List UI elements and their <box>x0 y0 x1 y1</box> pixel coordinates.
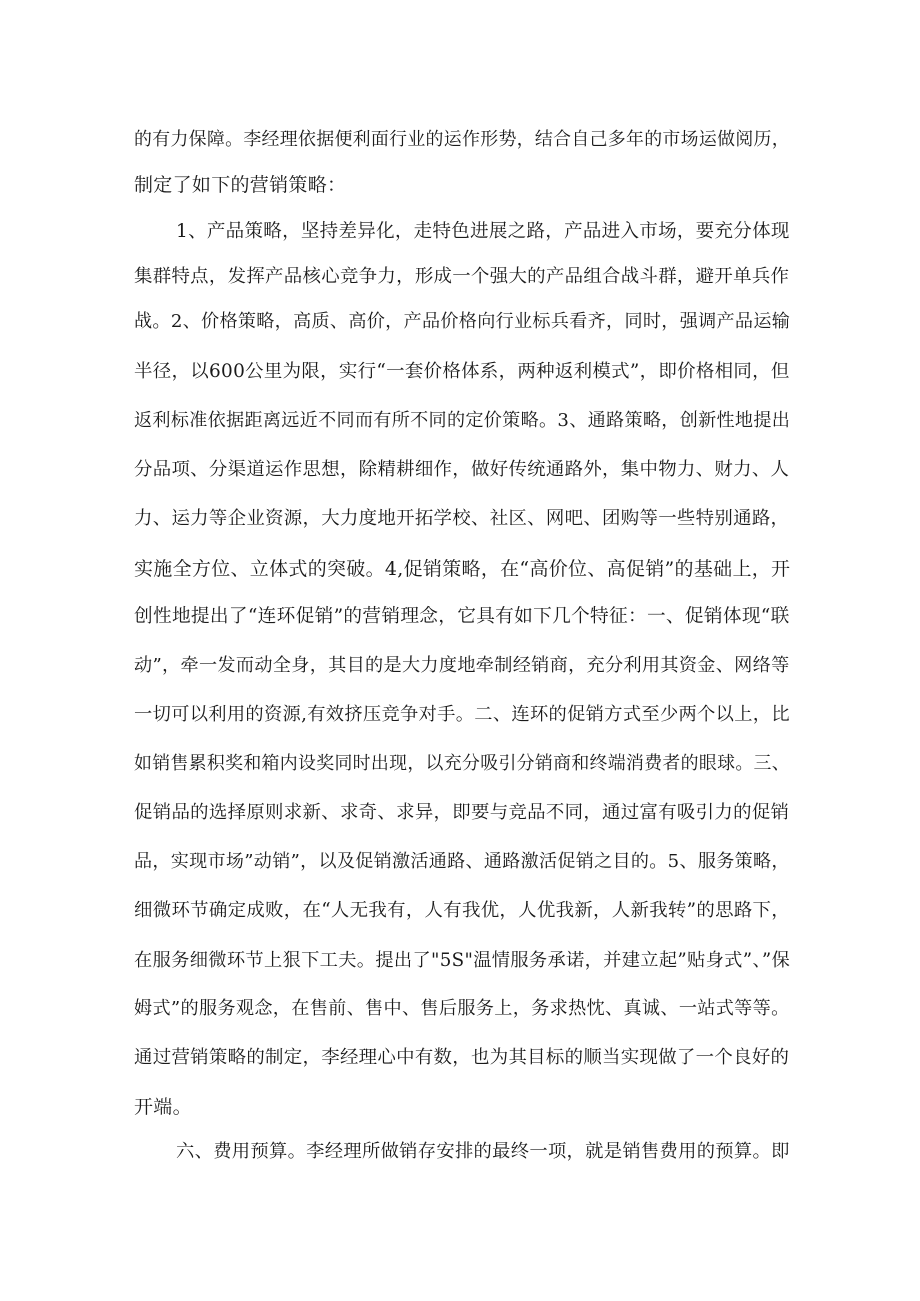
text-line: 实施全方位、立体式的突破。4,促销策略，在“高价位、高促销”的基础上，开 <box>134 558 791 580</box>
text-line: 制定了如下的营销策略： <box>134 174 347 196</box>
text-line: 创性地提出了“连环促销”的营销理念，它具有如下几个特征：一、促销体现“联 <box>134 606 790 627</box>
text-line: 如销售累积奖和箱内设奖同时出现，以充分吸引分销商和终端消费者的眼球。三、 <box>134 753 790 774</box>
text-line: 动”，牵一发而动全身，其目的是大力度地牵制经销商，充分利用其资金、网络等 <box>134 655 790 676</box>
text-line: 促销品的选择原则求新、求奇、求异，即要与竞品不同，通过富有吸引力的促销 <box>134 802 790 823</box>
text-line: 1、产品策略，坚持差异化，走特色进展之路，产品进入市场，要充分体现 <box>176 221 790 242</box>
text-line: 返利标准依据距离远近不同而有所不同的定价策略。3、通路策略，创新性地提出 <box>134 410 791 431</box>
text-line: 集群特点，发挥产品核心竞争力，形成一个强大的产品组合战斗群，避开单兵作 <box>134 266 790 287</box>
text-line: 细微环节确定成败，在“人无我有，人有我优，人优我新，人新我转”的思路下， <box>134 900 790 921</box>
text-line: 一切可以利用的资源,有效挤压竞争对手。二、连环的促销方式至少两个以上，比 <box>134 704 790 725</box>
text-line: 开端。 <box>134 1096 192 1118</box>
text-line: 六、费用预算。李经理所做销存安排的最终一项，就是销售费用的预算。即 <box>176 1141 790 1162</box>
text-line: 品，实现市场”动销”，以及促销激活通路、通路激活促销之目的。5、服务策略， <box>134 851 790 872</box>
text-line: 在服务细微环节上狠下工夫。提出了"5S"温情服务承诺，并建立起”贴身式”、”保 <box>134 950 791 971</box>
text-line: 通过营销策略的制定，李经理心中有数，也为其目标的顺当实现做了一个良好的 <box>134 1047 790 1068</box>
text-line: 的有力保障。李经理依据便利面行业的运作形势，结合自己多年的市场运做阅历， <box>134 129 790 150</box>
text-line: 姆式”的服务观念，在售前、售中、售后服务上，务求热忱、真诚、一站式等等。 <box>134 998 790 1019</box>
text-line: 半径，以600公里为限，实行“一套价格体系，两种返利模式”，即价格相同，但 <box>134 361 790 382</box>
text-line: 力、运力等企业资源，大力度地开拓学校、社区、网吧、团购等一些特别通路， <box>134 508 790 529</box>
text-line: 分品项、分渠道运作思想，除精耕细作，做好传统通路外，集中物力、财力、人 <box>134 459 790 480</box>
text-line: 战。2、价格策略，高质、高价，产品价格向行业标兵看齐，同时，强调产品运输 <box>134 311 791 332</box>
